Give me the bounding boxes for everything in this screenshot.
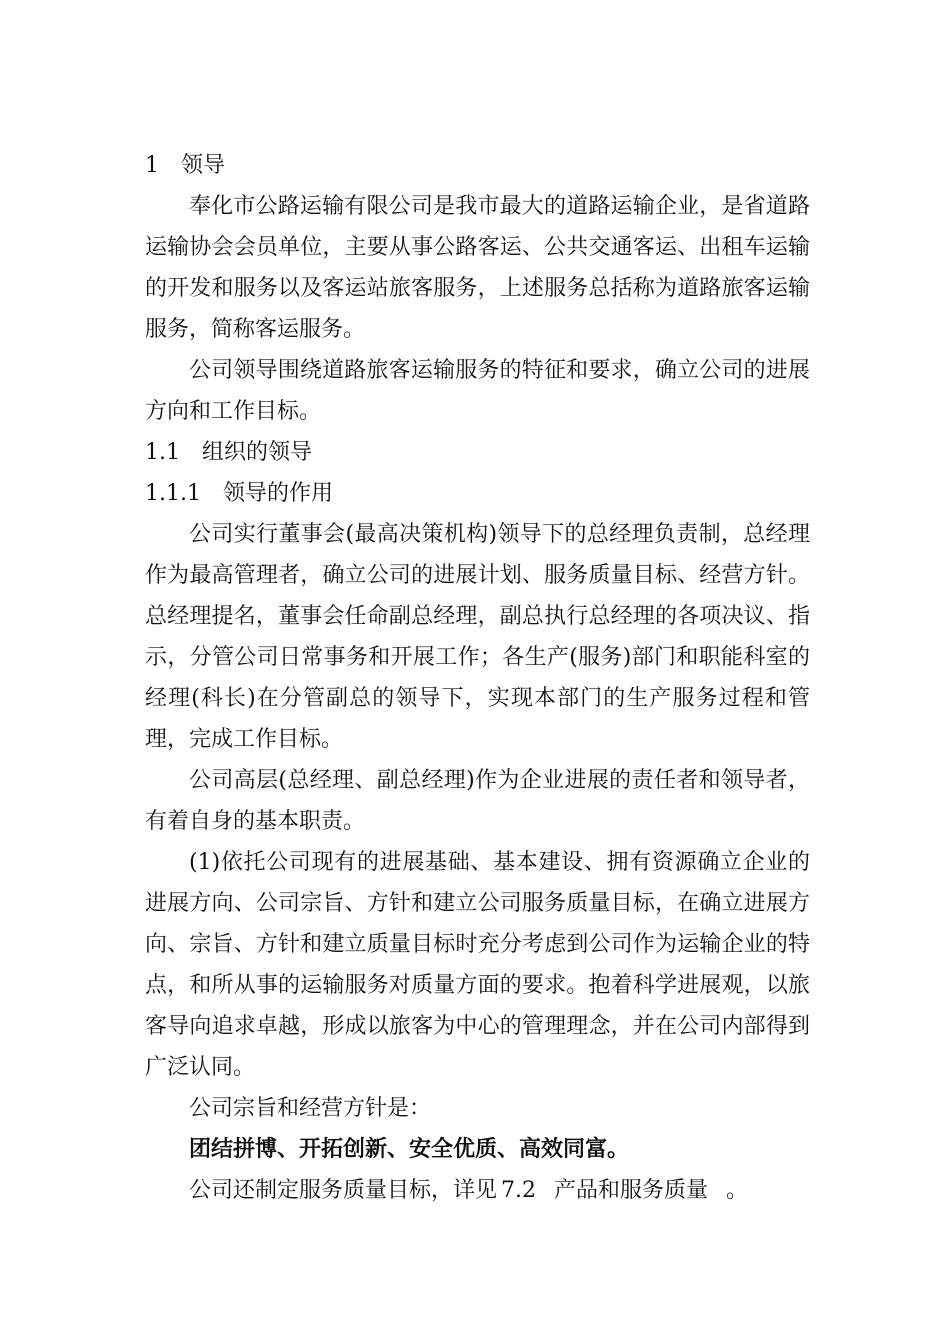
section-number: 1.1.1	[145, 481, 201, 506]
paragraph-policy-intro: 公司宗旨和经营方针是：	[189, 1096, 432, 1121]
paragraph-leadership-direction: 公司领导围绕道路旅客运输服务的特征和要求，确立公司的进展方向和工作目标。	[145, 358, 810, 424]
reference-section-title: 产品和服务质量	[554, 1178, 709, 1203]
section-heading-1	[145, 145, 810, 186]
section-title: 领导的作用	[222, 481, 333, 506]
reference-section-number: 7.2	[501, 1178, 537, 1203]
company-slogan: 团结拼博、开拓创新、安全优质、高效同富。	[189, 1136, 630, 1162]
section-number: 1	[145, 153, 159, 178]
paragraph-management-structure: 公司实行董事会(最高决策机构)领导下的总经理负责制，总经理作为最高管理者，确立公司的进展计划、服务质量目标、经营方针。总经理提名，董事会任命副总经理，副总执行总经理的各项决议、指示，分管公司日常事务和开展工作；各生产(服务)部门和职能科室的经理(科长)在分管副总的领导下，实现本部门的生产服务过程和管理，完成工作目标。	[145, 522, 810, 752]
paragraph-item-1: (1)依托公司现有的进展基础、基本建设、拥有资源确立企业的进展方向、公司宗旨、方针和建立公司服务质量目标，在确立进展方向、宗旨、方针和建立质量目标时充分考虑到公司作为运输企业的特点，和所从事的运输服务对质量方面的要求。抱着科学进展观，以旅客导向追求卓越，形成以旅客为中心的管理理念，并在公司内部得到广泛认同。	[145, 850, 810, 1080]
paragraph-senior-responsibilities: 公司高层(总经理、副总经理)作为企业进展的责任者和领导者，有着自身的基本职责。	[145, 768, 810, 834]
paragraph-company-intro: 奉化市公路运输有限公司是我市最大的道路运输企业，是省道路运输协会会员单位，主要从事公路客运、公共交通客运、出租车运输的开发和服务以及客运站旅客服务，上述服务总括称为道路旅客运输服务，简称客运服务。	[145, 194, 810, 342]
reference-suffix: 。	[726, 1178, 749, 1203]
document-body	[145, 145, 810, 1211]
section-title: 领导	[181, 153, 226, 178]
section-heading-1-1	[145, 432, 810, 473]
section-number: 1.1	[145, 440, 180, 465]
section-title: 组织的领导	[202, 440, 313, 465]
paragraph-quality-reference	[145, 1170, 810, 1211]
reference-prefix: 公司还制定服务质量目标，详见	[189, 1178, 498, 1203]
section-heading-1-1-1	[145, 473, 810, 514]
